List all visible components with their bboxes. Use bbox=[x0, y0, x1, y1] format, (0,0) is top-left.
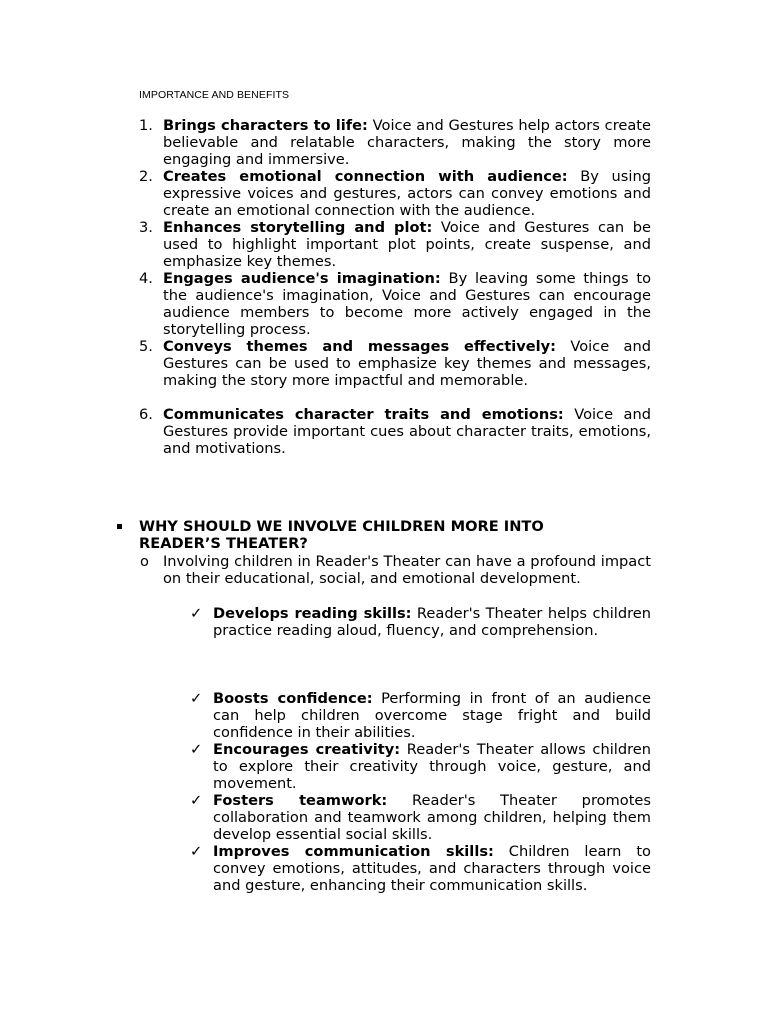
benefit-item bbox=[213, 690, 651, 741]
list-item bbox=[163, 117, 651, 168]
item-title: Conveys themes and messages effectively: bbox=[163, 338, 556, 355]
checkmark-icon: ✓ bbox=[190, 690, 203, 707]
item-text: Voice and Gestures provide important cues about character traits, emotions, and motivations. bbox=[163, 406, 651, 458]
item-title: Creates emotional connection with audience: bbox=[163, 168, 568, 185]
benefit-text: Reader's Theater allows children to explore their creativity through voice, gesture, and movement. bbox=[213, 741, 651, 793]
benefit-text: Reader's Theater promotes collaboration and teamwork among children, helping them develop essential social skills. bbox=[213, 792, 651, 844]
list-number: 4. bbox=[139, 270, 153, 287]
item-text: By leaving some things to the audience's imagination, Voice and Gestures can encourage audience members to become more actively engaged in the storytelling process. bbox=[163, 270, 652, 339]
item-title: Communicates character traits and emotions: bbox=[163, 406, 564, 423]
list-number: 5. bbox=[139, 338, 153, 355]
item-text: Voice and Gestures can be used to emphasize key themes and messages, making the story more impactful and memorable. bbox=[163, 338, 651, 390]
benefit-item bbox=[213, 792, 651, 843]
list-item bbox=[163, 406, 651, 457]
item-text: Voice and Gestures help actors create believable and relatable characters, making the story more engaging and immersive. bbox=[163, 117, 651, 169]
list-number: 6. bbox=[139, 406, 153, 423]
item-text: By using expressive voices and gestures, actors can convey emotions and create an emotional connection with the audience. bbox=[163, 168, 651, 220]
list-item bbox=[163, 219, 651, 270]
benefit-text: Children learn to convey emotions, attitudes, and characters through voice and gesture, enhancing their communication skills. bbox=[213, 843, 651, 895]
benefit-item bbox=[213, 741, 651, 792]
list-item bbox=[163, 168, 651, 219]
circle-bullet-icon: o bbox=[140, 553, 149, 570]
checkmark-icon: ✓ bbox=[190, 843, 203, 860]
square-bullet-icon bbox=[117, 524, 122, 529]
item-title: Brings characters to life: bbox=[163, 117, 368, 134]
item-text: Voice and Gestures can be used to highlight important plot points, create suspense, and emphasize key themes. bbox=[163, 219, 651, 271]
list-number: 3. bbox=[139, 219, 153, 236]
benefit-title: Fosters teamwork: bbox=[213, 792, 388, 809]
list-number: 2. bbox=[139, 168, 153, 185]
item-title: Engages audience's imagination: bbox=[163, 270, 441, 287]
section-intro: Involving children in Reader's Theater can have a profound impact on their educational, social, and emotional development. bbox=[163, 553, 651, 588]
list-item bbox=[163, 338, 651, 389]
list-number: 1. bbox=[139, 117, 153, 134]
benefit-title: Improves communication skills: bbox=[213, 843, 494, 860]
checkmark-icon: ✓ bbox=[190, 605, 203, 622]
benefit-title: Develops reading skills: bbox=[213, 605, 412, 622]
checkmark-icon: ✓ bbox=[190, 792, 203, 809]
item-title: Enhances storytelling and plot: bbox=[163, 219, 433, 236]
checkmark-icon: ✓ bbox=[190, 741, 203, 758]
section-title: WHY SHOULD WE INVOLVE CHILDREN MORE INTO READER’S THEATER? bbox=[139, 518, 544, 553]
benefit-item bbox=[213, 843, 651, 894]
list-item bbox=[163, 270, 651, 338]
page-heading: IMPORTANCE AND BENEFITS bbox=[139, 89, 290, 101]
benefit-text: Reader's Theater helps children practice reading aloud, fluency, and comprehension. bbox=[213, 605, 651, 640]
benefit-item bbox=[213, 605, 651, 639]
benefit-text: Performing in front of an audience can help children overcome stage fright and build confidence in their abilities. bbox=[213, 690, 651, 742]
benefit-title: Encourages creativity: bbox=[213, 741, 401, 758]
benefit-title: Boosts confidence: bbox=[213, 690, 373, 707]
